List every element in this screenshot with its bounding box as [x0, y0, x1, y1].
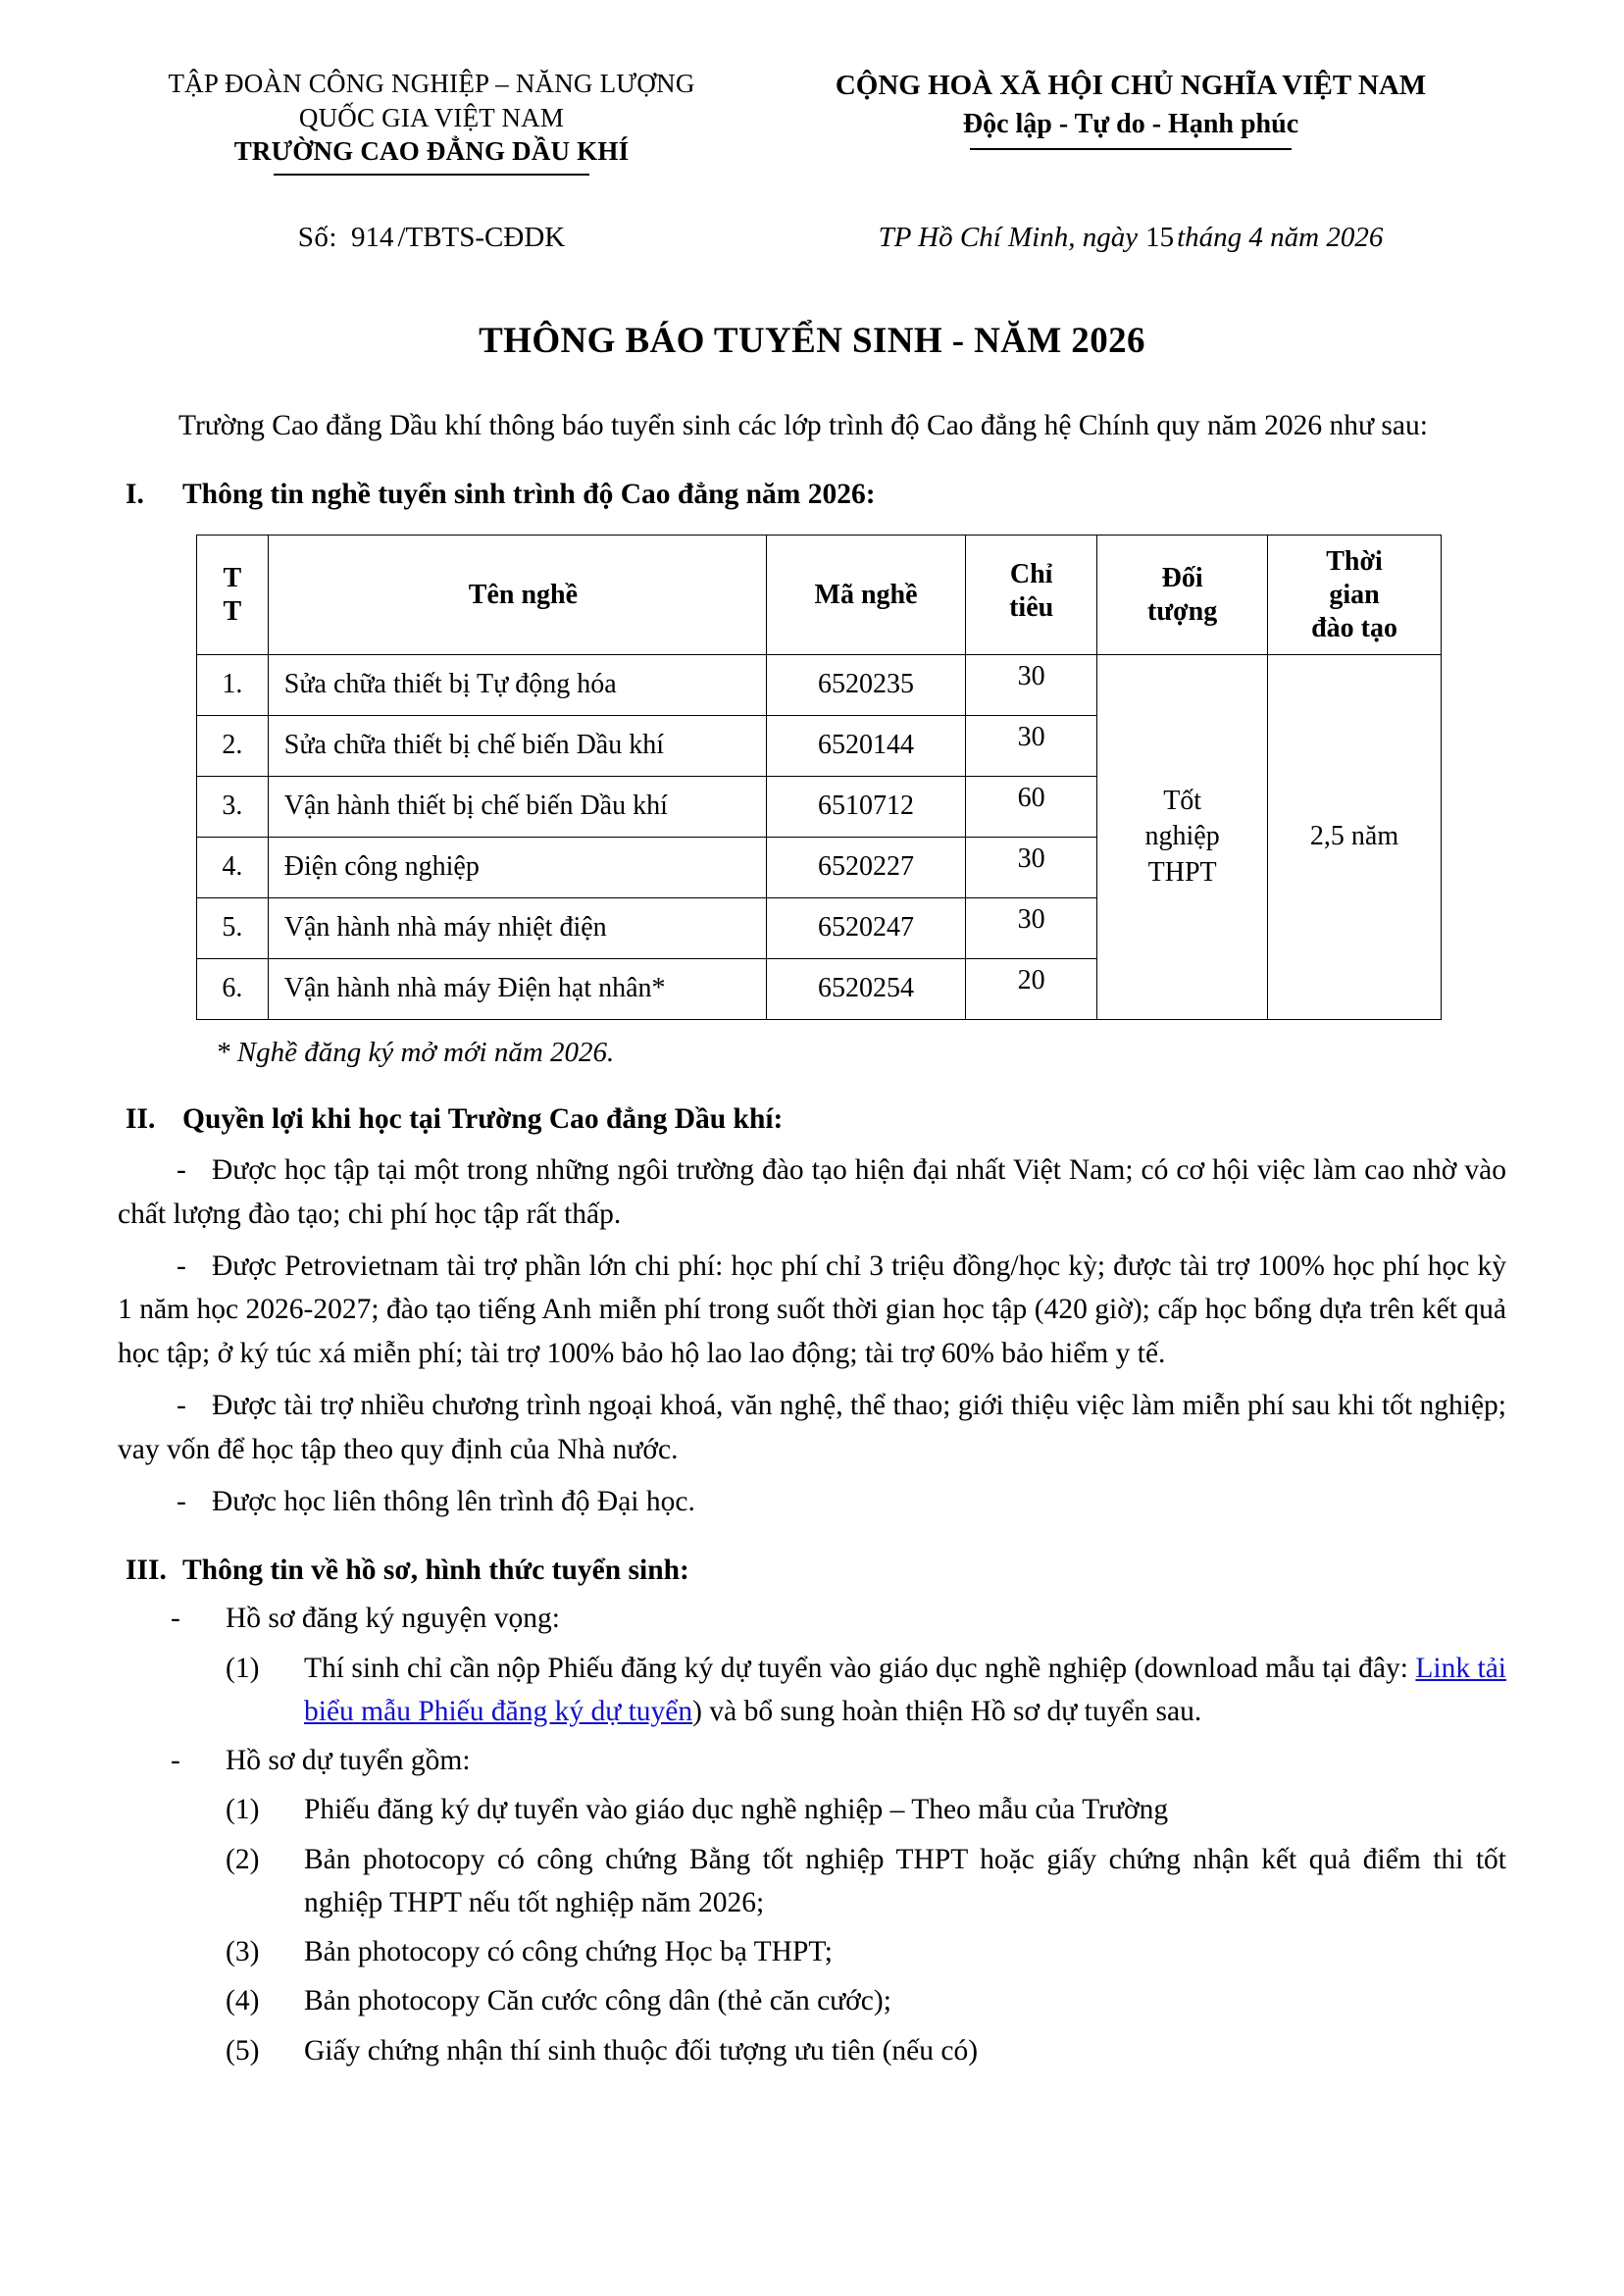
dash-marker: - [177, 1153, 186, 1186]
table-footnote: * Nghề đăng ký mở mới năm 2026. [216, 1037, 615, 1069]
application-subheading-text: Hồ sơ dự tuyển gồm: [226, 1745, 471, 1777]
application-subheading-wishes [118, 1597, 1506, 1640]
header-tt [197, 536, 269, 655]
document-number-suffix: /TBTS-CĐDK [397, 221, 566, 253]
benefit-text: Được học tập tại một trong những ngôi trường đào tạo hiện đại nhất Việt Nam; có cơ hội việc làm cao nhờ vào chất lượng đào tạo; chi phí học tập rất thấp. [118, 1153, 1506, 1230]
header-duration-line1: Thời [1326, 546, 1383, 578]
row-job-code: 6520254 [767, 959, 966, 1020]
header-duration-line3: đào tạo [1311, 612, 1397, 643]
place-date-block [745, 217, 1506, 258]
date-month: 4 [1248, 221, 1263, 253]
section-two-number: II. [126, 1103, 156, 1136]
section-three-number: III. [126, 1554, 167, 1586]
item-body [304, 1647, 1506, 1734]
jobs-table [196, 535, 1442, 1020]
dash-marker: - [171, 1603, 180, 1635]
national-motto: Độc lập - Tự do - Hạnh phúc [963, 106, 1298, 147]
benefit-item [118, 1245, 1506, 1376]
object-line2: nghiệp [1144, 821, 1220, 852]
org-name-line2: QUỐC GIA VIỆT NAM [298, 102, 565, 132]
row-job-code: 6520144 [767, 716, 966, 777]
row-job-name: Vận hành nhà máy Điện hạt nhân* [268, 959, 766, 1020]
school-name: TRƯỜNG CAO ĐẲNG DẦU KHÍ [234, 134, 630, 172]
object-line3: THPT [1147, 856, 1217, 888]
row-duration-merged: 2,5 năm [1268, 655, 1442, 1020]
item-number: (5) [226, 2034, 260, 2066]
item-number: (2) [226, 1843, 260, 1875]
item-number: (1) [226, 1794, 260, 1826]
row-quota: 30 [966, 655, 1097, 716]
benefit-text: Được Petrovietnam tài trợ phần lớn chi phí: học phí chỉ 3 triệu đồng/học kỳ; được tài trợ 100% học phí học kỳ 1 năm học 2026-2027; đào tạo tiếng Anh miễn phí trong suốt thời gian học tập (420 giờ); cấp học bổng dựa trên kết quả học tập; ở ký túc xá miễn phí; tài trợ 100% bảo hộ lao lao động; tài trợ 60% bảo hiểm y tế. [118, 1250, 1506, 1370]
dash-marker: - [177, 1485, 186, 1517]
item-text-before-link: Thí sinh chỉ cần nộp Phiếu đăng ký dự tuyển vào giáo dục nghề nghiệp (download mẫu tại đây: [304, 1652, 1416, 1684]
benefit-item [118, 1480, 1506, 1524]
header-quota-line2: tiêu [1009, 591, 1054, 623]
row-job-code: 6520247 [767, 898, 966, 959]
document-number-value: 914 [350, 221, 394, 253]
issuing-organization [118, 67, 745, 172]
object-line1: Tốt [1163, 786, 1202, 817]
document-item [118, 2029, 1506, 2072]
header-duration [1268, 536, 1442, 655]
section-one-title: Thông tin nghề tuyển sinh trình độ Cao đẳng năm 2026: [182, 478, 876, 510]
document-number-label: Số: [297, 221, 337, 253]
date-year: 2026 [1326, 221, 1384, 253]
row-job-name: Điện công nghiệp [268, 838, 766, 898]
table-row [197, 655, 1442, 716]
row-job-name: Vận hành nhà máy nhiệt điện [268, 898, 766, 959]
application-step-item [118, 1647, 1506, 1734]
national-heading [745, 67, 1506, 147]
table-header-row [197, 536, 1442, 655]
section-heading-one [118, 474, 1506, 516]
org-name-line1: TẬP ĐOÀN CÔNG NGHIỆP – NĂNG LƯỢNG [168, 69, 695, 98]
document-header [118, 67, 1506, 172]
section-three-title: Thông tin về hồ sơ, hình thức tuyển sinh: [182, 1554, 689, 1586]
row-job-code: 6510712 [767, 777, 966, 838]
header-quota [966, 536, 1097, 655]
country-name: CỘNG HOÀ XÃ HỘI CHỦ NGHĨA VIỆT NAM [835, 70, 1427, 101]
row-job-name: Vận hành thiết bị chế biến Dầu khí [268, 777, 766, 838]
place-date-prefix: TP Hồ Chí Minh, ngày [878, 221, 1139, 253]
date-year-label: năm [1270, 221, 1320, 253]
row-job-code: 6520235 [767, 655, 966, 716]
date-month-label: tháng [1177, 221, 1243, 253]
row-index: 5. [197, 898, 269, 959]
row-job-name: Sửa chữa thiết bị chế biến Dầu khí [268, 716, 766, 777]
row-job-code: 6520227 [767, 838, 966, 898]
header-quota-line1: Chỉ [1009, 559, 1053, 590]
document-item [118, 1788, 1506, 1831]
section-two-title: Quyền lợi khi học tại Trường Cao đẳng Dầu khí: [182, 1103, 784, 1136]
header-tt-line2: T [223, 595, 242, 627]
row-quota: 30 [966, 838, 1097, 898]
benefit-item [118, 1148, 1506, 1237]
item-number: (4) [226, 1985, 260, 2017]
document-title: THÔNG BÁO TUYỂN SINH - NĂM 2026 [479, 320, 1145, 361]
application-subheading-text: Hồ sơ đăng ký nguyện vọng: [226, 1603, 560, 1635]
application-subheading-documents [118, 1739, 1506, 1782]
item-number: (1) [226, 1652, 260, 1684]
item-text: Giấy chứng nhận thí sinh thuộc đối tượng ưu tiên (nếu có) [304, 2034, 979, 2066]
benefit-item [118, 1384, 1506, 1472]
row-index: 4. [197, 838, 269, 898]
section-one-number: I. [126, 478, 144, 510]
benefit-text: Được học liên thông lên trình độ Đại học. [212, 1485, 695, 1517]
item-number: (3) [226, 1936, 260, 1968]
row-quota: 30 [966, 716, 1097, 777]
row-index: 6. [197, 959, 269, 1020]
dash-marker: - [177, 1250, 186, 1282]
intro-paragraph: Trường Cao đẳng Dầu khí thông báo tuyển sinh các lớp trình độ Cao đẳng hệ Chính quy năm 2026 như sau: [178, 410, 1428, 442]
section-heading-three [118, 1550, 1506, 1592]
row-job-name: Sửa chữa thiết bị Tự động hóa [268, 655, 766, 716]
row-quota: 20 [966, 959, 1097, 1020]
item-text: Bản photocopy có công chứng Học bạ THPT; [304, 1936, 833, 1968]
jobs-table-wrapper [196, 535, 1442, 1020]
document-number-block [118, 217, 745, 258]
date-day: 15 [1145, 221, 1175, 253]
row-quota: 30 [966, 898, 1097, 959]
item-text: Phiếu đăng ký dự tuyển vào giáo dục nghề nghiệp – Theo mẫu của Trường [304, 1794, 1169, 1826]
document-item [118, 1930, 1506, 1973]
header-object [1097, 536, 1268, 655]
header-job-code: Mã nghề [767, 536, 966, 655]
benefit-text: Được tài trợ nhiều chương trình ngoại khoá, văn nghệ, thể thao; giới thiệu việc làm miễn phí sau khi tốt nghiệp; vay vốn để học tập theo quy định của Nhà nước. [118, 1390, 1506, 1465]
document-meta-row [118, 217, 1506, 258]
section-heading-two [118, 1098, 1506, 1141]
header-object-line2: tượng [1147, 595, 1218, 627]
dash-marker: - [177, 1390, 186, 1422]
item-text: Bản photocopy Căn cước công dân (thẻ căn cước); [304, 1985, 891, 2017]
document-item [118, 1838, 1506, 1925]
row-index: 3. [197, 777, 269, 838]
row-index: 2. [197, 716, 269, 777]
row-quota: 60 [966, 777, 1097, 838]
header-job-name: Tên nghề [268, 536, 766, 655]
row-object-merged [1097, 655, 1268, 1020]
item-text-after-link: ) và bổ sung hoàn thiện Hồ sơ dự tuyển sau. [692, 1695, 1202, 1727]
row-index: 1. [197, 655, 269, 716]
download-form-link[interactable]: Link tải biểu mẫu Phiếu đăng ký dự tuyển [304, 1652, 1507, 1727]
document-item [118, 1979, 1506, 2022]
dash-marker: - [171, 1745, 180, 1777]
item-text: Bản photocopy có công chứng Bằng tốt nghiệp THPT hoặc giấy chứng nhận kết quả điểm thi tốt nghiệp THPT nếu tốt nghiệp năm 2026; [304, 1843, 1506, 1918]
header-object-line1: Đối [1161, 563, 1203, 594]
header-tt-line1: T [223, 563, 242, 594]
header-duration-line2: gian [1329, 579, 1380, 610]
